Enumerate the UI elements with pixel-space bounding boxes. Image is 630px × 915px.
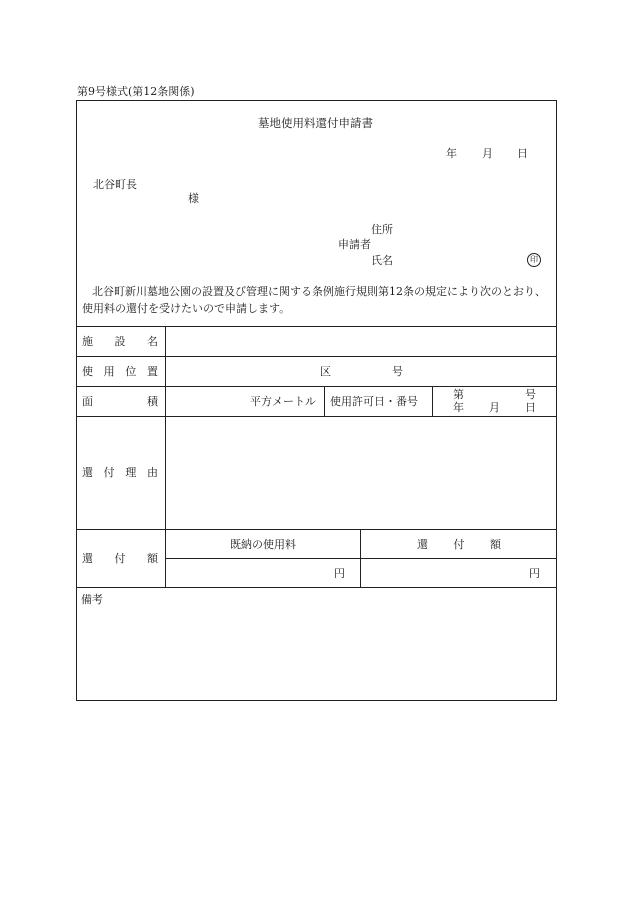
date-day: 日 [517, 147, 528, 160]
applicant-name-label: 氏名 [371, 254, 393, 267]
usage-location-label: 使 用 位 置 [82, 365, 158, 378]
area-label: 面 積 [82, 395, 158, 408]
permit-date-row: 年 月 日 [453, 401, 536, 414]
permit-number-row: 第 号 [453, 388, 536, 401]
date-year: 年 [446, 147, 457, 160]
applicant-label: 申請者 [338, 238, 371, 251]
area-column-line [324, 386, 325, 416]
refund-amount-header: 還 付 額 [417, 538, 501, 551]
remarks-label: 備考 [81, 593, 103, 606]
square-meter-unit: 平方メートル [250, 395, 316, 408]
permit-date-number-label: 使用許可日・番号 [330, 395, 418, 408]
paid-fee-yen-unit: 円 [334, 567, 345, 580]
form-title: 墓地使用料還付申請書 [258, 116, 373, 130]
facility-name-label: 施 設 名 [82, 335, 158, 348]
date-month: 月 [482, 147, 493, 160]
label-column-line [165, 326, 166, 587]
row-line-4 [76, 416, 557, 417]
permit-column-line [432, 386, 433, 416]
seal-mark: 印 [527, 253, 541, 267]
row-line-3 [76, 386, 557, 387]
row-line-1 [76, 326, 557, 327]
refund-yen-unit: 円 [529, 567, 540, 580]
addressee-honorific: 様 [188, 192, 199, 205]
form-number: 第9号様式(第12条関係) [77, 85, 195, 98]
row-line-amount-mid [165, 558, 557, 559]
applicant-address-label: 住所 [371, 223, 393, 236]
addressee-office: 北谷町長 [93, 178, 137, 191]
refund-reason-label: 還 付 理 由 [82, 466, 158, 479]
refund-amount-label: 還 付 額 [82, 552, 158, 565]
row-line-5 [76, 529, 557, 530]
amount-column-line [360, 529, 361, 587]
paid-fee-header: 既納の使用料 [230, 538, 296, 551]
number-label: 号 [392, 365, 403, 378]
row-line-6 [76, 587, 557, 588]
row-line-2 [76, 356, 557, 357]
section-label: 区 [320, 365, 331, 378]
intro-text: 北谷町新川墓地公園の設置及び管理に関する条例施行規則第12条の規定により次のとおり、使用料の還付を受けたいので申請します。 [82, 285, 546, 315]
